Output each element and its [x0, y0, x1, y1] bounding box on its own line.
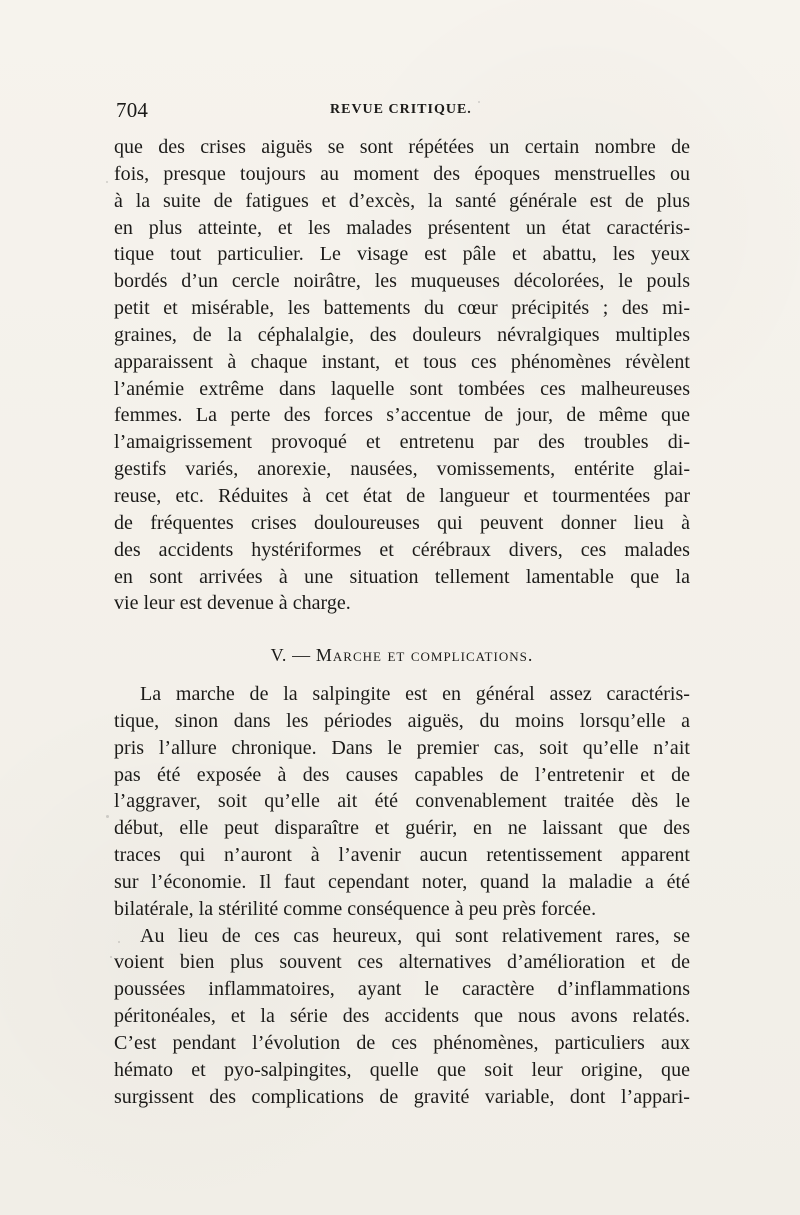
paragraph-1-line-7: petit et misérable, les battements du cœur précipités ; des mi-	[114, 297, 690, 320]
paragraph-2-line-5: l’aggraver, soit qu’elle ait été convenablement traitée dès le	[114, 790, 690, 813]
paragraph-1-line-9: apparaissent à chaque instant, et tous ces phénomènes révèlent	[114, 350, 690, 373]
page-number: 704	[116, 98, 149, 122]
paragraph-1-line-2: fois, presque toujours au moment des époques menstruelles ou	[114, 162, 690, 185]
paragraph-3-line-3: poussées inflammatoires, ayant le caractère d’inflammations	[114, 978, 690, 1001]
paragraph-2-line-1: La marche de la salpingite est en général assez caractéris-	[140, 683, 690, 705]
paragraph-1	[114, 134, 690, 617]
paragraph-1-line-8: graines, de la céphalalgie, des douleurs névralgiques multiples	[114, 323, 690, 346]
paragraph-3-line-5: C’est pendant l’évolution de ces phénomènes, particuliers aux	[114, 1031, 690, 1054]
paragraph-3-line-6: hémato et pyo-salpingites, quelle que soit leur origine, que	[114, 1058, 690, 1081]
paragraph-2-line-4: pas été exposée à des causes capables de l’entretenir et de	[114, 763, 690, 786]
paragraph-1-line-14: reuse, etc. Réduites à cet état de langueur et tourmentées par	[114, 484, 690, 507]
print-speck	[106, 181, 108, 183]
paragraph-2-line-2: tique, sinon dans les périodes aiguës, du moins lorsqu’elle a	[114, 709, 690, 732]
section-number: V.	[270, 645, 288, 665]
running-title: REVUE CRITIQUE.	[330, 102, 472, 117]
paragraph-1-line-3: à la suite de fatigues et d’excès, la santé générale est de plus	[114, 189, 690, 212]
paragraph-1-line-5: tique tout particulier. Le visage est pâle et abattu, les yeux	[114, 243, 690, 266]
paragraph-3-line-1: Au lieu de ces cas heureux, qui sont relativement rares, se	[140, 924, 690, 947]
paragraph-1-line-16: des accidents hystériformes et cérébraux divers, ces malades	[114, 538, 690, 561]
paragraph-2-line-7: traces qui n’auront à l’avenir aucun retentissement apparent	[114, 844, 690, 867]
print-speck	[110, 956, 112, 958]
paragraph-2-line-3: pris l’allure chronique. Dans le premier cas, soit qu’elle n’ait	[114, 736, 690, 759]
paragraph-1-line-17: en sont arrivées à une situation tellement lamentable que la	[114, 565, 690, 588]
paragraph-1-line-10: l’anémie extrême dans laquelle sont tombées ces malheureuses	[114, 377, 690, 400]
paragraph-1-line-4: en plus atteinte, et les malades présentent un état caractéris-	[114, 216, 690, 239]
paragraph-1-line-11: femmes. La perte des forces s’accentue de jour, de même que	[114, 404, 690, 427]
print-speck	[106, 815, 109, 818]
paragraph-2-line-8: sur l’économie. Il faut cependant noter, quand la maladie a été	[114, 870, 690, 893]
paragraph-1-line-1: que des crises aiguës se sont répétées un certain nombre de	[114, 136, 690, 158]
running-head	[116, 98, 686, 124]
paragraph-1-line-15: de fréquentes crises douloureuses qui peuvent donner lieu à	[114, 511, 690, 534]
section-dash: —	[292, 645, 311, 665]
paragraph-2-line-6: début, elle peut disparaître et guérir, en ne laissant que des	[114, 817, 690, 840]
paragraphs-2-3	[114, 681, 690, 1111]
print-speck	[118, 941, 120, 943]
paragraph-3-line-4: péritonéales, et la série des accidents que nous avons relatés.	[114, 1005, 690, 1028]
print-speck	[648, 718, 650, 720]
print-speck	[478, 101, 480, 103]
section-heading	[114, 642, 690, 668]
paragraph-2-line-9: bilatérale, la stérilité comme conséquence à peu près forcée.	[114, 897, 597, 920]
paragraph-1-line-12: l’amaigrissement provoqué et entretenu par des troubles di-	[114, 431, 690, 454]
paragraph-1-line-13: gestifs variés, anorexie, nausées, vomissements, entérite glai-	[114, 458, 690, 481]
section-title: Marche et complications.	[315, 645, 534, 665]
paragraph-1-line-6: bordés d’un cercle noirâtre, les muqueuses décolorées, le pouls	[114, 270, 690, 293]
paragraph-3-line-7: surgissent des complications de gravité variable, dont l’appari-	[114, 1085, 690, 1108]
paragraph-3-line-2: voient bien plus souvent ces alternatives d’amélioration et de	[114, 951, 690, 974]
paragraph-1-line-18: vie leur est devenue à charge.	[114, 592, 351, 615]
